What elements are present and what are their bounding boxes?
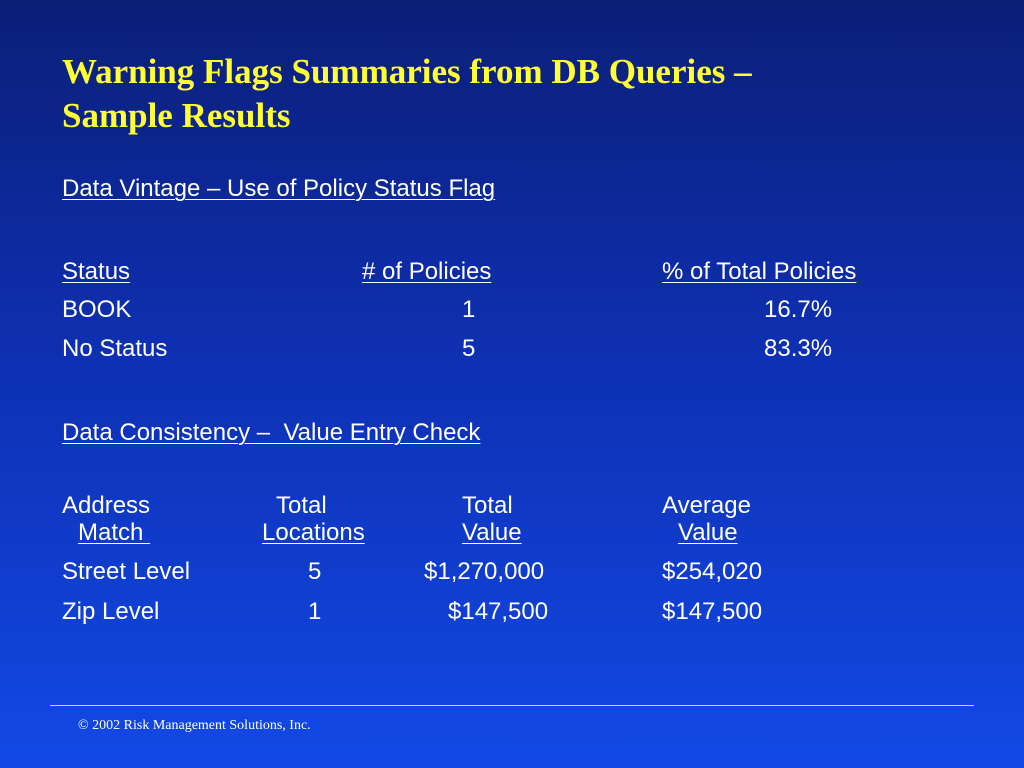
consistency-col-match-bottom: Match [78,519,151,546]
vintage-row-percent: 16.7% [764,296,833,323]
footer-copyright: © 2002 Risk Management Solutions, Inc. [78,718,311,733]
slide-title-line-1: Warning Flags Summaries from DB Queries – [62,52,752,91]
vintage-row-percent: 83.3% [764,335,833,362]
consistency-row-average-value: $254,020 [662,558,763,585]
vintage-row-status: No Status [62,335,168,362]
footer-divider [50,705,974,706]
consistency-row-average-value: $147,500 [662,598,763,625]
vintage-row-count: 1 [462,296,476,323]
consistency-row-locations: 5 [308,558,322,585]
slide-title-line-2: Sample Results [62,96,291,135]
vintage-col-policies: # of Policies [362,258,492,285]
vintage-row-count: 5 [462,335,476,362]
vintage-col-percent: % of Total Policies [662,258,857,285]
consistency-row-total-value: $1,270,000 [424,558,545,585]
consistency-row-match: Zip Level [62,598,160,625]
consistency-col-total-value-top: Total [462,492,513,519]
vintage-heading: Data Vintage – Use of Policy Status Flag [62,175,496,202]
consistency-row-match: Street Level [62,558,191,585]
consistency-col-average-bottom: Value [678,519,738,546]
vintage-col-status: Status [62,258,131,285]
consistency-col-average-top: Average [662,492,751,519]
consistency-col-match-top: Address [62,492,151,519]
consistency-col-locations-bottom: Locations [262,519,365,546]
consistency-row-locations: 1 [308,598,322,625]
vintage-row-status: BOOK [62,296,132,323]
consistency-col-total-value-bottom: Value [462,519,522,546]
slide-title [62,50,962,138]
consistency-heading: Data Consistency – Value Entry Check [62,419,481,446]
consistency-row-total-value: $147,500 [448,598,549,625]
consistency-col-locations-top: Total [276,492,327,519]
